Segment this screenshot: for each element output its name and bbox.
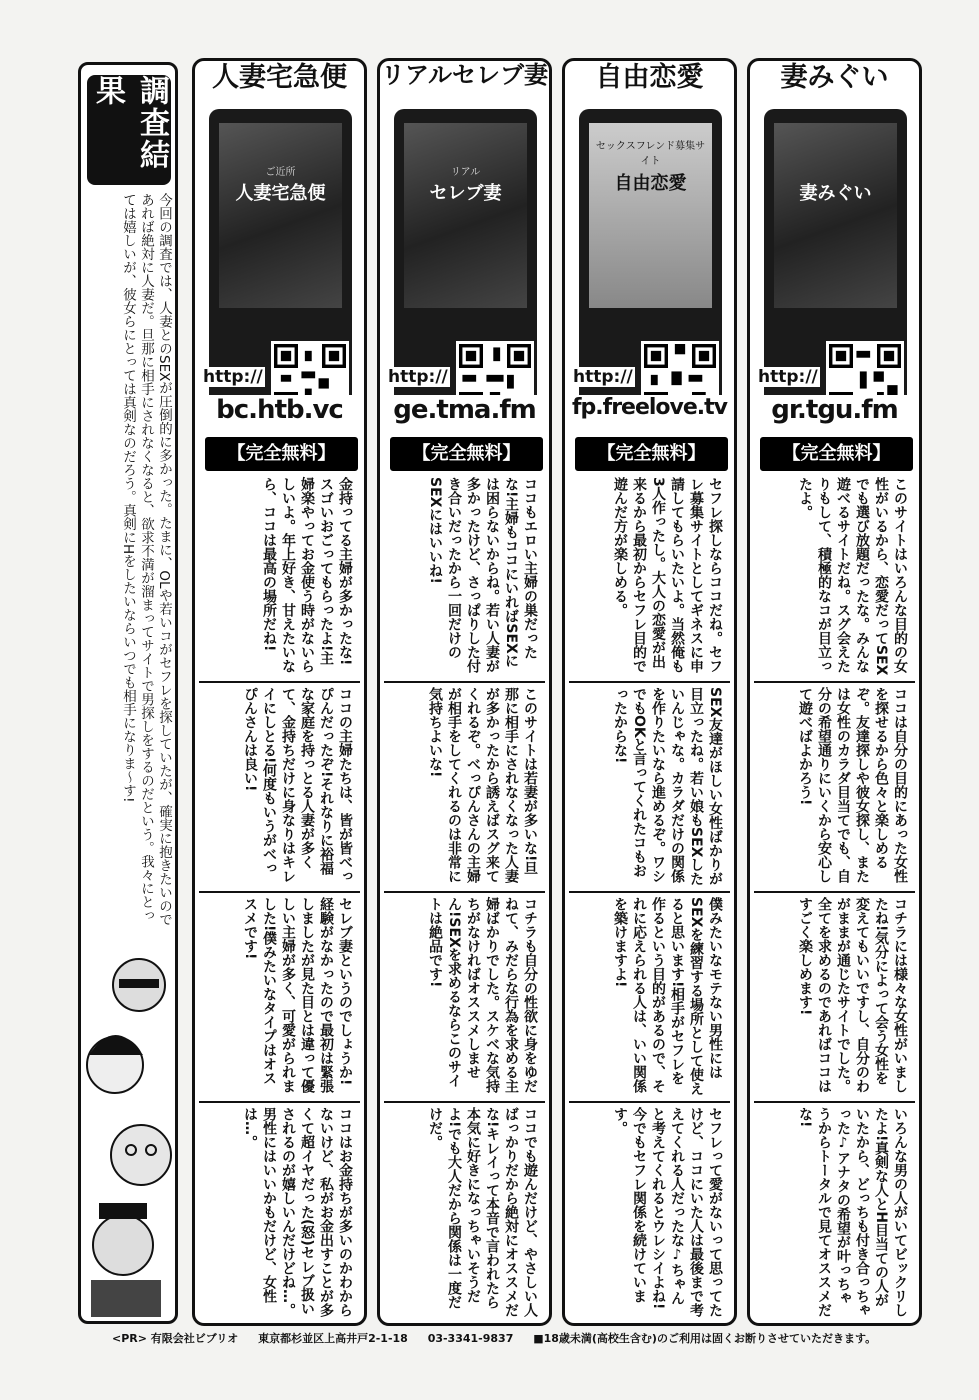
review-cell <box>754 1101 915 1321</box>
review-text: このサイトは若妻が多いな!旦那に相手にされなくなった人妻が多かったから誘えばスグ来てくれるぞ。べっぴんさんの主婦が相手をしてくれるのは非常に気持ちよいな! <box>427 687 538 883</box>
site-column-1 <box>192 58 367 1326</box>
review-cell <box>754 891 915 1101</box>
site-url-link[interactable]: fp.freelove.tv <box>565 395 734 420</box>
review-cell <box>384 473 545 681</box>
site-name: リアルセレブ妻 <box>380 61 549 89</box>
site-column-2 <box>377 58 552 1326</box>
review-cell <box>569 681 730 891</box>
people-illustration <box>81 945 175 1317</box>
url-prefix: http:// <box>388 367 448 387</box>
free-badge: 【完全無料】 <box>205 437 358 471</box>
site-screen <box>774 123 897 308</box>
review-cell <box>569 891 730 1101</box>
review-cell <box>569 1101 730 1321</box>
screen-subtitle: セックスフレンド募集サイト <box>595 141 706 167</box>
summary-text: 今回の調査では、人妻とのSEXが圧倒的に多かった。たまに、OLや若いコがセフレを探していたが、確実に抱きたいのであれば絶対に人妻だ。旦那に相手にされなくなると、欲求不満が溜まってサイトで男探しをするのだという。我々にとっては嬉しいが、彼女らにとっては真剣なのだろう。真剣にHをしたいならいつでも相手になりま〜す! <box>120 193 172 926</box>
review-cell <box>754 473 915 681</box>
review-cell <box>569 473 730 681</box>
site-url-link[interactable]: ge.tma.fm <box>380 395 549 425</box>
footer <box>112 1330 912 1346</box>
screen-title: セレブ妻 <box>429 183 502 204</box>
footer-phone: 03-3341-9837 <box>427 1332 514 1345</box>
url-prefix: http:// <box>573 367 633 387</box>
summary-title-box <box>87 75 171 185</box>
url-prefix: http:// <box>203 367 263 387</box>
site-screen <box>589 123 712 308</box>
review-cell <box>199 473 360 681</box>
phone-screenshot <box>394 109 537 409</box>
review-cell <box>199 1101 360 1321</box>
review-text: セフレって愛がないって思ってたけど、ココにいた人は最後まで考えてくれる人だったな♪ちゃんと考えてくれるとウレシイよね!今でもセフレ関係を続けています。 <box>612 1107 723 1317</box>
review-cell <box>384 891 545 1101</box>
phone-screenshot <box>764 109 907 409</box>
review-text: ココは自分の目的にあった女性を探せるから色々と楽しめるぞ。友達探しや彼女探し、または女性のカラダ目当てでも、自分の希望通りにいくから安心して遊べばよかろう! <box>797 687 908 883</box>
review-text: コチラには様々な女性がいましたね!気分によって会う女性を変えてもいいですし、自分のわがままが通じたサイトでした。全てを求めるのであればココはすごく楽しめます! <box>797 897 908 1093</box>
review-cell <box>384 681 545 891</box>
review-cell <box>199 891 360 1101</box>
free-badge: 【完全無料】 <box>390 437 543 471</box>
free-badge: 【完全無料】 <box>760 437 913 471</box>
review-text: ココもエロい主婦の巣だったな!主婦もココにいればSEXには困らないからね。若い人妻が多かったけど、さっぱりした付き合いだったから一回だけのSEXにはいいね! <box>427 477 538 673</box>
phone-screenshot <box>579 109 722 409</box>
site-url-link[interactable]: gr.tgu.fm <box>750 395 919 425</box>
site-name: 人妻宅急便 <box>212 62 347 93</box>
free-badge: 【完全無料】 <box>575 437 728 471</box>
review-cell <box>384 1101 545 1321</box>
review-text: いろんな男の人がいてビックリしたよ!真剣な人とH目当ての人がいたから、どっちも付き合っちゃった♪アナタの希望が叶っちゃうからトータルで見てオススメだな! <box>797 1107 908 1317</box>
site-name: 自由恋愛 <box>595 62 704 93</box>
site-screen <box>404 123 527 308</box>
site-name: 妻みぐい <box>780 62 889 93</box>
summary-title: 調査結果 <box>90 75 169 171</box>
review-text: SEX友達がほしい女性ばかりが目立ったね。若い娘もSEXしたいんじゃな。カラダだけの関係を作りたいなら進めるぞ。ワシでもOKと言ってくれたコもおったからな! <box>612 687 723 886</box>
footer-pr: <PR> 有限会社ビブリオ <box>112 1332 239 1345</box>
site-column-4 <box>747 58 922 1326</box>
review-cell <box>199 681 360 891</box>
review-text: コチラも自分の性欲に身をゆだねて、みだらな行為を求める主婦ばかりでした。スケベな気持ちがなければオススメしません!SEXを求めるならこのサイトは絶品です! <box>427 897 538 1093</box>
footer-notice: ■18歳未満(高校生含む)のご利用は固くお断りさせていただきます。 <box>533 1332 877 1345</box>
footer-address: 東京都杉並区上高井戸2-1-18 <box>258 1332 408 1345</box>
review-text: セレブ妻というのでしょうか!経験がなかったので最初は緊張しましたが見た目とは違って優しい主婦が多く、可愛がられました!僕みたいなタイプはオススメです! <box>242 897 353 1093</box>
review-cell <box>754 681 915 891</box>
review-text: セフレ探しならココだね。セフレ募集サイトとしてギネスに申請してもらいたいよ。当然俺も3人作ったし。大人の恋愛が出来るから最初からセフレ目的で遊んだ方が楽しめる。 <box>612 477 723 673</box>
review-text: ココはお金持ちが多いのかわからないけど、私がお金出すことが多くて超イヤだった(怒)セレブ扱いされるのが嬉しいんだけどね…。男性にはいいかもだけど、女性は…。 <box>242 1107 353 1317</box>
review-text: 僕みたいなモテない男性にはSEXを練習する場所として使えると思います!相手がセフレを作るという目的があるので、それに応えられる人は、いい関係を築けますよ! <box>612 897 723 1096</box>
summary-panel <box>78 62 178 1324</box>
review-text: このサイトはいろんな目的の女性がいるから、恋愛だってSEXでも選び放題だったな。みんな遊べるサイトだね。スグ会えたりもして、積極的なコが目立ったよ。 <box>797 477 908 676</box>
phone-screenshot <box>209 109 352 409</box>
review-text: ココでも遊んだけど、やさしい人ばっかりだから絶対にオススメだな!キレイって本音で言われたら本気に好きになっちゃいそうだよ!でも大人だから関係は一度だけだ。 <box>427 1107 538 1317</box>
url-prefix: http:// <box>758 367 818 387</box>
screen-subtitle: ご近所 <box>265 167 296 178</box>
screen-title: 妻みぐい <box>799 183 872 204</box>
review-text: ココの主婦たちは、皆が皆べっぴんだったぞ!それなりに裕福な家庭を持っとる人妻が多くて、金持ちだけに身なりはキレイにしとる!何度もいうがべっぴんさんは良い! <box>242 687 353 883</box>
review-text: 金持ってる主婦が多かったな!スゴいおごってもらったよ!主婦楽やってお金使う時がないらしいよ。年上好き、甘えたいなら、ココは最高の場所だね! <box>261 477 353 673</box>
site-column-3 <box>562 58 737 1326</box>
site-url-link[interactable]: bc.htb.vc <box>195 395 364 425</box>
site-screen <box>219 123 342 308</box>
screen-subtitle: リアル <box>450 167 481 178</box>
screen-title: 人妻宅急便 <box>235 183 326 204</box>
screen-title: 自由恋愛 <box>614 173 687 194</box>
